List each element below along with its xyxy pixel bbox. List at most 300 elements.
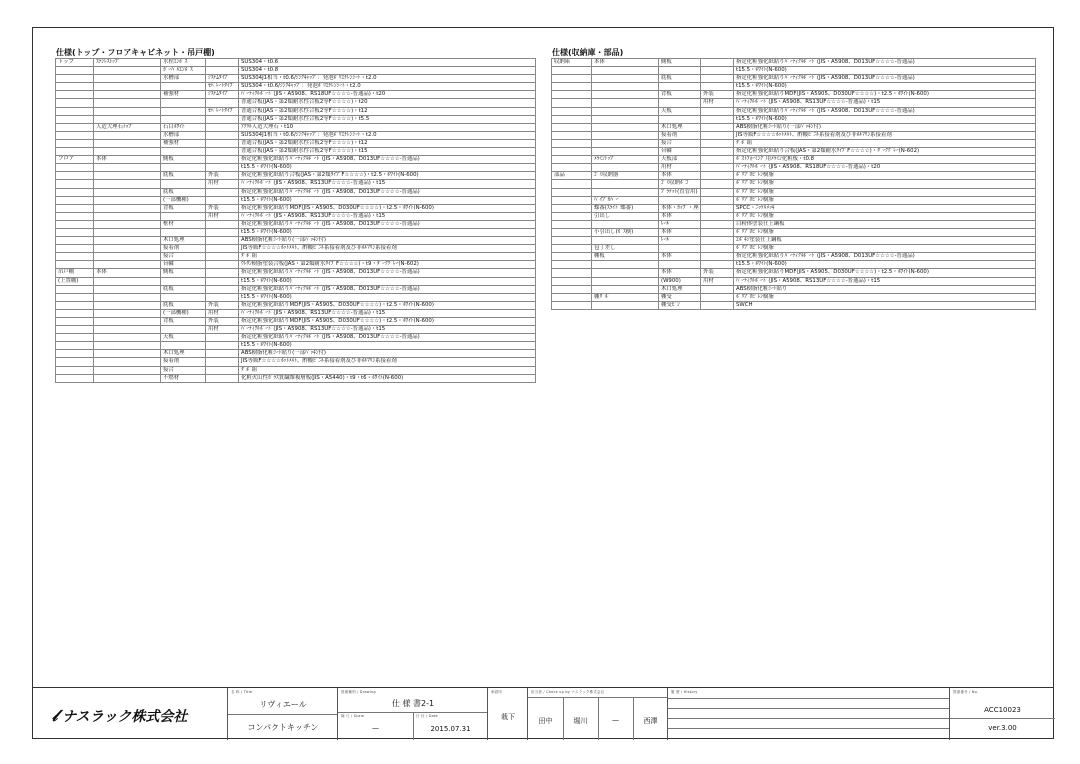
spec-cell [701, 237, 734, 245]
spec-cell: 底板 [161, 301, 206, 309]
spec-cell [206, 196, 239, 204]
spec-row [552, 131, 1036, 139]
spec-cell [56, 374, 94, 382]
spec-cell [56, 220, 94, 228]
spec-cell [94, 366, 161, 374]
spec-row [552, 67, 1036, 75]
spec-cell: ｼｽﾃﾑﾀｲﾌﾟ [206, 91, 239, 99]
spec-cell [94, 164, 161, 172]
spec-cell [56, 253, 94, 261]
spec-cell [206, 115, 239, 123]
spec-cell [592, 269, 659, 277]
spec-cell [592, 261, 659, 269]
spec-cell [701, 204, 734, 212]
spec-cell [659, 261, 701, 269]
spec-cell [94, 334, 161, 342]
drawing-cell: 図面種別 / Drawing 仕 様 書2-1 縮 尺 / Scale — 日 付 / Date 2015.07.31 [337, 688, 487, 740]
checker-4: 西澤 [643, 717, 658, 725]
spec-row [56, 148, 536, 156]
spec-cell [552, 253, 592, 261]
spec-cell: 本体 [659, 228, 701, 236]
spec-row [552, 293, 1036, 301]
spec-cell [94, 245, 161, 253]
spec-cell: SUS304・t0.6/ｼﾝｸｷｬｯﾌﾟ：発泡ﾎﾟﾘｴﾁﾚﾝｼｰﾄ・t2.0 [239, 83, 536, 91]
spec-cell [206, 59, 239, 67]
spec-cell [94, 180, 161, 188]
spec-cell [552, 91, 592, 99]
spec-row [56, 91, 536, 99]
spec-cell [94, 301, 161, 309]
spec-cell: ﾀﾞﾎﾞ組 [734, 139, 1036, 147]
spec-cell [56, 212, 94, 220]
spec-cell [701, 253, 734, 261]
spec-cell [592, 277, 659, 285]
spec-row [56, 212, 536, 220]
spec-cell [56, 99, 94, 107]
spec-cell [552, 67, 592, 75]
spec-cell [552, 83, 592, 91]
spec-cell: JIS等級F☆☆☆☆ﾎｯﾄﾒﾙﾄ、酢酸ﾋﾞﾆﾙ系接着剤及び非ﾎﾙﾏﾘﾝ系接着剤 [239, 358, 536, 366]
spec-cell: 本体 [659, 172, 701, 180]
spec-row [552, 91, 1036, 99]
spec-cell: 木口処理 [161, 350, 206, 358]
spec-cell: 棚ﾀﾞﾎﾞ [592, 293, 659, 301]
spec-cell [592, 99, 659, 107]
spec-cell: ﾊﾟｰﾃｨｸﾙﾎﾞｰﾄﾞ(JIS・A5908、RS13UF☆☆☆☆-普通品)・t15 [239, 212, 536, 220]
spec-row [552, 99, 1036, 107]
spec-cell: 本体 [94, 156, 161, 164]
approval-value: 栽下 [501, 713, 515, 721]
spec-cell: ABS樹脂化粧ｼｰﾄ貼り(一部ﾊﾟｯｷﾝ付) [239, 237, 536, 245]
spec-cell [56, 350, 94, 358]
spec-cell: 小引出し(ｶﾞｽ横) [592, 228, 659, 236]
spec-cell: 棚受ﾋﾟﾝ [659, 301, 701, 309]
spec-cell: ﾊﾟｰﾃｨｸﾙﾎﾞｰﾄﾞ(JIS・A5908、RS13UF☆☆☆☆-普通品)・t15 [239, 309, 536, 317]
spec-cell: 普通合板(JAS・第2類耐水性合板2等F☆☆☆☆)・t5.5 [239, 115, 536, 123]
spec-row [56, 366, 536, 374]
spec-row [552, 115, 1036, 123]
spec-cell [56, 67, 94, 75]
spec-cell [161, 148, 206, 156]
spec-cell: ABS樹脂化粧ｼｰﾄ貼り(一部ﾊﾟｯｷﾝ付) [734, 123, 1036, 131]
spec-row [552, 164, 1036, 172]
spec-row [552, 301, 1036, 309]
spec-cell [592, 75, 659, 83]
spec-cell [161, 83, 206, 91]
spec-cell [552, 237, 592, 245]
spec-cell: 外装 [206, 172, 239, 180]
spec-cell [701, 172, 734, 180]
spec-cell [552, 75, 592, 83]
spec-cell [56, 204, 94, 212]
spec-cell: 本体 [659, 253, 701, 261]
spec-cell [701, 123, 734, 131]
spec-cell: 石目ﾎﾜｲﾄ [161, 123, 206, 131]
spec-cell [701, 164, 734, 172]
spec-cell [206, 156, 239, 164]
spec-cell [94, 204, 161, 212]
number-cell: 図面番号 / No. ACC10023 ver.3.00 [949, 688, 1054, 740]
spec-cell: 底板 [161, 188, 206, 196]
logo-mark-icon: 𝓁 [52, 706, 58, 725]
spec-cell: 指定化粧強化紙貼りﾊﾟｰﾃｨｸﾙﾎﾞｰﾄﾞ(JIS・A5908、D013UF☆☆☆☆-普通品) [734, 75, 1036, 83]
spec-cell [56, 188, 94, 196]
spec-cell [94, 196, 161, 204]
spec-cell [701, 139, 734, 147]
spec-cell: ﾊﾟｰﾃｨｸﾙﾎﾞｰﾄﾞ(JIS・A5908、RS13UF☆☆☆☆-普通品)・t15 [734, 277, 1036, 285]
spec-cell: 底板 [161, 172, 206, 180]
spec-cell: 指定化粧強化紙貼りMDF(JIS・A5905、D030UF☆☆☆☆)・t2.5・ﾎﾜｲﾄ(N-600) [239, 301, 536, 309]
right-section-title: 仕様(収納庫・部品) [552, 48, 624, 57]
version: ver.3.00 [988, 724, 1017, 732]
spec-cell [206, 148, 239, 156]
spec-row [552, 269, 1036, 277]
spec-cell [592, 285, 659, 293]
spec-cell [94, 228, 161, 236]
spec-cell [592, 148, 659, 156]
spec-cell [552, 228, 592, 236]
spec-cell: 水槽部 [161, 75, 206, 83]
spec-row [56, 301, 536, 309]
spec-cell: 指定化粧強化紙貼りﾊﾟｰﾃｨｸﾙﾎﾞｰﾄﾞ(JIS・A5908、D013UF☆☆☆☆-普通品) [734, 107, 1036, 115]
company-cell [32, 688, 227, 740]
spec-cell: ｳﾚﾀﾝ樹脂塗装合板(JAS・第2類耐水ﾀｲﾌﾟF☆☆☆☆)・t9・ﾀﾞｰｸｸﾞﾚｰ(N-602) [239, 261, 536, 269]
spec-cell: 外装 [206, 318, 239, 326]
spec-cell [56, 123, 94, 131]
spec-cell [701, 301, 734, 309]
spec-cell [94, 285, 161, 293]
spec-cell [552, 123, 592, 131]
spec-cell: 接合 [161, 366, 206, 374]
spec-cell: ﾎﾟﾘﾌﾟﾛﾋﾟﾚﾝ樹脂 [734, 228, 1036, 236]
spec-cell [206, 342, 239, 350]
spec-cell: (一部機種) [161, 309, 206, 317]
spec-cell: 用材 [206, 180, 239, 188]
spec-cell [94, 188, 161, 196]
spec-cell [552, 212, 592, 220]
spec-row [552, 188, 1036, 196]
spec-row [552, 212, 1036, 220]
spec-cell: 指定化粧強化紙貼り合板(JAS・第2類ﾀｲﾌﾟF☆☆☆☆)・t2.5・ﾎﾜｲﾄ(N-600) [239, 172, 536, 180]
spec-cell: 天板 [659, 107, 701, 115]
spec-cell: 本体 [94, 269, 161, 277]
spec-cell [552, 261, 592, 269]
spec-cell [56, 228, 94, 236]
spec-row [552, 237, 1036, 245]
spec-row [56, 293, 536, 301]
spec-cell [94, 358, 161, 366]
spec-row [56, 261, 536, 269]
spec-cell [94, 139, 161, 147]
spec-cell [161, 99, 206, 107]
spec-cell [701, 245, 734, 253]
spec-cell: 不燃材 [161, 374, 206, 382]
spec-cell: SUS304・t0.6 [239, 59, 536, 67]
spec-cell [701, 83, 734, 91]
spec-cell: ABS樹脂化粧ｼｰﾄ貼り(一部ﾊﾟｯｷﾝ付) [239, 350, 536, 358]
spec-cell [56, 180, 94, 188]
spec-cell [56, 172, 94, 180]
spec-cell [94, 99, 161, 107]
spec-cell: 天板部 [659, 156, 701, 164]
spec-cell: 本体 [592, 59, 659, 67]
spec-cell: t15.5・ﾎﾜｲﾄ(N-600) [239, 196, 536, 204]
spec-cell: (W900) [659, 277, 701, 285]
spec-cell [552, 156, 592, 164]
spec-cell [592, 301, 659, 309]
spec-cell [701, 220, 734, 228]
approval-cell: 承認印 栽下 [487, 688, 527, 740]
spec-row [552, 196, 1036, 204]
spec-cell [552, 293, 592, 301]
spec-cell [56, 334, 94, 342]
spec-cell: SPCC・ﾆｯｹﾙﾒｯｷ [734, 204, 1036, 212]
spec-cell: 指定化粧強化紙貼りMDF(JIS・A5905、D030UF☆☆☆☆)・t2.5・ﾎﾜｲﾄ(N-600) [734, 91, 1036, 99]
spec-cell: ﾎﾟｽﾄﾌｫｰﾐﾝｸﾞ用ﾒﾗﾐﾝ化粧板・t0.8 [734, 156, 1036, 164]
spec-cell: 部品 [552, 172, 592, 180]
spec-cell: (一部機種) [161, 196, 206, 204]
spec-cell: t15.5・ﾎﾜｲﾄ(N-600) [239, 228, 536, 236]
spec-row [56, 107, 536, 115]
spec-cell: t15.5・ﾎﾜｲﾄ(N-600) [734, 83, 1036, 91]
spec-cell: 用材 [206, 326, 239, 334]
spec-cell: ｼｽﾃﾑﾀｲﾌﾟ [206, 75, 239, 83]
spec-cell: ﾊﾟｰﾃｨｸﾙﾎﾞｰﾄﾞ(JIS・A5908、RS13UF☆☆☆☆-普通品)・t15 [239, 326, 536, 334]
spec-cell [659, 115, 701, 123]
spec-cell: 背板 [659, 91, 701, 99]
spec-cell: 台輪 [659, 148, 701, 156]
spec-cell [56, 285, 94, 293]
spec-cell: ｺﾞﾐ収納器 [592, 172, 659, 180]
spec-cell: t15.5・ﾎﾜｲﾄ(N-600) [239, 342, 536, 350]
spec-cell [56, 293, 94, 301]
spec-row [552, 123, 1036, 131]
spec-cell [94, 293, 161, 301]
spec-cell [552, 188, 592, 196]
spec-cell [161, 107, 206, 115]
spec-cell [94, 318, 161, 326]
spec-cell: 指定化粧強化紙貼りMDF(JIS・A5905、D030UF☆☆☆☆)・t2.5・ﾎﾜｲﾄ(N-600) [239, 204, 536, 212]
spec-row [56, 342, 536, 350]
spec-row [552, 180, 1036, 188]
spec-cell: ｽﾃﾝﾚｽﾄｯﾌﾟ [94, 59, 161, 67]
spec-row [56, 326, 536, 334]
spec-cell [161, 277, 206, 285]
spec-cell [206, 67, 239, 75]
company-logo: 𝓁 ナスラック株式会社 [52, 706, 188, 725]
spec-cell [206, 269, 239, 277]
spec-cell: 蝶番(ｽﾗｲﾄﾞ蝶番) [592, 204, 659, 212]
spec-cell: SWCH [734, 301, 1036, 309]
spec-cell [552, 164, 592, 172]
spec-cell [592, 83, 659, 91]
spec-row [56, 99, 536, 107]
spec-row [552, 59, 1036, 67]
spec-cell: t15.5・ﾎﾜｲﾄ(N-600) [239, 164, 536, 172]
spec-cell [552, 301, 592, 309]
spec-row [552, 75, 1036, 83]
spec-cell: 指定化粧強化紙貼りﾊﾟｰﾃｨｸﾙﾎﾞｰﾄﾞ(JIS・A5908、D013UF☆☆☆☆-普通品) [239, 285, 536, 293]
spec-cell: ﾎﾟﾘﾌﾟﾛﾋﾟﾚﾝ樹脂 [734, 196, 1036, 204]
spec-cell: SUS304J1相当・t0.6/ｼﾝｸｷｬｯﾌﾟ：発泡ﾎﾟﾘｴﾁﾚﾝｼｰﾄ・t2.0 [239, 131, 536, 139]
spec-row [56, 253, 536, 261]
spec-cell [206, 358, 239, 366]
spec-cell: ﾚｰﾙ [659, 237, 701, 245]
spec-cell: 指定化粧強化紙貼り合板(JAS・第2類耐水ﾀｲﾌﾟF☆☆☆☆)・ﾀﾞｰｸｸﾞﾚｰ(N-602) [734, 148, 1036, 156]
spec-cell [94, 148, 161, 156]
spec-cell: t15.5・ﾎﾜｲﾄ(N-600) [734, 115, 1036, 123]
spec-cell [94, 277, 161, 285]
spec-cell: 吊戸棚 [56, 269, 94, 277]
spec-cell: ｺﾞﾐ収納ﾎﾞｺﾞ [659, 180, 701, 188]
spec-cell: ｾﾊﾟﾚｰﾄﾀｲﾌﾟ [206, 107, 239, 115]
spec-cell: 本体 [659, 212, 701, 220]
spec-cell: ﾚｰﾙ [659, 220, 701, 228]
spec-cell [206, 123, 239, 131]
spec-cell [56, 148, 94, 156]
spec-cell [56, 366, 94, 374]
spec-cell [56, 358, 94, 366]
spec-cell: 指定化粧強化紙貼りﾊﾟｰﾃｨｸﾙﾎﾞｰﾄﾞ(JIS・A5908、D013UF☆☆☆☆-普通品) [239, 220, 536, 228]
spec-cell: ﾎﾟﾘﾌﾟﾛﾋﾟﾚﾝ樹脂 [734, 245, 1036, 253]
spec-cell [206, 164, 239, 172]
spec-cell [161, 293, 206, 301]
spec-row [552, 245, 1036, 253]
spec-cell: 指定化粧強化紙貼りMDF(JIS・A5905、D030UF☆☆☆☆)・t2.5・ﾎﾜｲﾄ(N-600) [239, 318, 536, 326]
spec-cell: 背板 [161, 318, 206, 326]
spec-cell [94, 91, 161, 99]
spec-row [56, 164, 536, 172]
spec-cell [206, 350, 239, 358]
spec-cell [56, 75, 94, 83]
spec-cell: t15.5・ﾎﾜｲﾄ(N-600) [734, 67, 1036, 75]
spec-row [56, 156, 536, 164]
spec-cell: ﾊﾟｰﾃｨｸﾙﾎﾞｰﾄﾞ(JIS・A5908、RS18UF☆☆☆☆-普通品)・t20 [734, 164, 1036, 172]
spec-cell [592, 123, 659, 131]
spec-row [56, 269, 536, 277]
spec-cell: 側板 [161, 269, 206, 277]
spec-cell: ﾎﾟﾘﾌﾟﾛﾋﾟﾚﾝ樹脂 [734, 180, 1036, 188]
spec-cell: 指定化粧強化紙貼りﾊﾟｰﾃｨｸﾙﾎﾞｰﾄﾞ(JIS・A5908、D013UF☆☆☆☆-普通品) [239, 269, 536, 277]
spec-cell: ﾌﾞﾗｹｯﾄ(直管用) [659, 188, 701, 196]
drawing-type: 仕 様 書2-1 [391, 699, 435, 708]
spec-cell [94, 237, 161, 245]
spec-cell [701, 285, 734, 293]
spec-cell [94, 350, 161, 358]
spec-cell: 木口処理 [659, 285, 701, 293]
spec-cell [56, 318, 94, 326]
spec-cell: 白粉体塗装仕上鋼板 [734, 220, 1036, 228]
spec-cell: ｾﾊﾟﾚｰﾄﾀｲﾌﾟ [206, 83, 239, 91]
spec-cell [206, 277, 239, 285]
spec-cell [94, 309, 161, 317]
checker-3: — [612, 716, 619, 724]
spec-cell: 接着剤 [161, 245, 206, 253]
checker-2: 堀川 [573, 717, 588, 725]
spec-row [552, 204, 1036, 212]
spec-cell: 収納庫 [552, 59, 592, 67]
spec-row [552, 253, 1036, 261]
spec-cell: SUS304J1相当・t0.6/ｼﾝｸｷｬｯﾌﾟ：発泡ﾎﾟﾘｴﾁﾚﾝｼｰﾄ・t2.0 [239, 75, 536, 83]
spec-cell [94, 212, 161, 220]
spec-row [56, 172, 536, 180]
spec-cell: ﾎﾟﾘﾌﾟﾛﾋﾟﾚﾝ樹脂 [734, 212, 1036, 220]
spec-row [552, 172, 1036, 180]
spec-row [56, 374, 536, 382]
checker-1: 田中 [538, 717, 553, 725]
spec-cell [552, 245, 592, 253]
title-line-2: コンパクトキッチン [247, 723, 319, 732]
spec-cell: t15.5・ﾎﾜｲﾄ(N-600) [239, 277, 536, 285]
spec-row [56, 139, 536, 147]
spec-cell: 化粧火山性ｶﾞﾗｽ質繊維複層板(JIS・A5440)・t9・t6・ﾎﾜｲﾄ(N-600) [239, 374, 536, 382]
spec-cell: 本体・ｶｯﾌﾟ・座 [659, 204, 701, 212]
spec-row [56, 75, 536, 83]
spec-cell [552, 139, 592, 147]
spec-cell: ｴﾎﾟｷｼ塗装仕上鋼板 [734, 237, 1036, 245]
spec-cell: 指定化粧強化紙貼りﾊﾟｰﾃｨｸﾙﾎﾞｰﾄﾞ(JIS・A5908、D013UF☆☆☆☆-普通品) [734, 253, 1036, 261]
spec-cell: 普通合板(JAS・第2類耐水性合板2等F☆☆☆☆)・t20 [239, 99, 536, 107]
spec-row [56, 188, 536, 196]
spec-cell [552, 148, 592, 156]
spec-cell [206, 131, 239, 139]
spec-cell [56, 342, 94, 350]
spec-cell [659, 67, 701, 75]
spec-cell: ﾊﾟｰﾃｨｸﾙﾎﾞｰﾄﾞ(JIS・A5908、RS18UF☆☆☆☆-普通品)・t20 [239, 91, 536, 99]
spec-row [56, 123, 536, 131]
spec-cell: SUS304・t0.8 [239, 67, 536, 75]
spec-row [56, 115, 536, 123]
spec-cell [161, 326, 206, 334]
spec-cell [552, 99, 592, 107]
spec-cell [701, 180, 734, 188]
spec-row [552, 156, 1036, 164]
spec-cell [592, 91, 659, 99]
spec-cell [592, 139, 659, 147]
spec-row [56, 67, 536, 75]
spec-cell [592, 237, 659, 245]
spec-cell [659, 196, 701, 204]
drawing-number: ACC10023 [984, 706, 1021, 714]
spec-cell [56, 83, 94, 91]
spec-cell [56, 91, 94, 99]
spec-cell: 外装 [206, 204, 239, 212]
spec-cell: 普通合板(JAS・第2類耐水性合板2等F☆☆☆☆)・t12 [239, 107, 536, 115]
spec-cell [94, 67, 161, 75]
spec-row [56, 228, 536, 236]
spec-cell [592, 164, 659, 172]
spec-cell [94, 374, 161, 382]
spec-cell [592, 131, 659, 139]
spec-cell: トップ [56, 59, 94, 67]
spec-cell: 補強材 [161, 139, 206, 147]
spec-cell [701, 188, 734, 196]
spec-cell [56, 326, 94, 334]
spec-cell [701, 196, 734, 204]
date-value: 2015.07.31 [430, 725, 471, 733]
spec-row [56, 204, 536, 212]
spec-cell: 木口処理 [659, 123, 701, 131]
spec-cell [206, 261, 239, 269]
spec-row [56, 318, 536, 326]
spec-cell [206, 374, 239, 382]
spec-cell: (上置棚) [56, 277, 94, 285]
spec-cell [552, 220, 592, 228]
spec-cell: 底板 [659, 75, 701, 83]
spec-cell: 普通合板(JAS・第2類耐水性合板2等F☆☆☆☆)・t15 [239, 148, 536, 156]
spec-cell [94, 342, 161, 350]
spec-cell [94, 326, 161, 334]
